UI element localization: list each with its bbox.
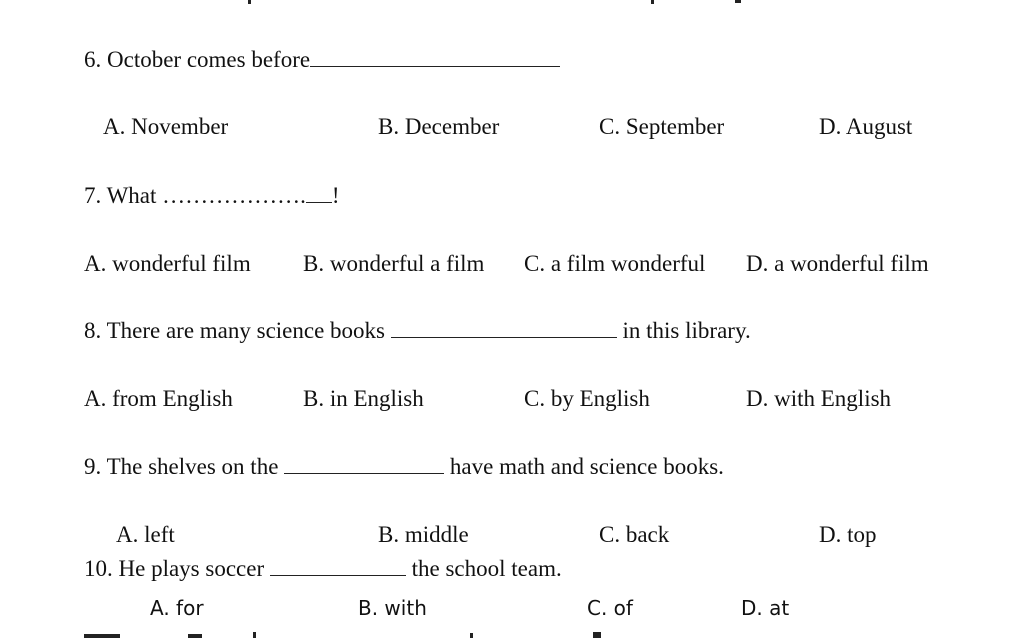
question-6-option-d[interactable]: D. August xyxy=(819,114,913,139)
question-8-option-d[interactable]: D. with English xyxy=(746,386,892,411)
question-9-option-a[interactable]: A. left xyxy=(116,522,175,547)
question-stem-end: in this library. xyxy=(622,318,751,343)
question-stem-text: 7. What ………………. xyxy=(84,183,306,208)
question-6-option-b[interactable]: B. December xyxy=(378,114,500,139)
question-9-option-d[interactable]: D. top xyxy=(819,522,877,547)
question-8-stem xyxy=(84,319,751,342)
cropped-text-bottom-1 xyxy=(84,634,120,638)
question-6-stem xyxy=(84,48,560,71)
question-7-option-c[interactable]: C. a film wonderful xyxy=(524,251,706,276)
question-7-option-b[interactable]: B. wonderful a film xyxy=(303,251,485,276)
question-7-stem xyxy=(84,184,340,207)
question-10-stem xyxy=(84,557,562,580)
question-8-option-a[interactable]: A. from English xyxy=(84,386,233,411)
question-10-option-d[interactable]: D. at xyxy=(741,596,790,620)
question-7-option-a[interactable]: A. wonderful film xyxy=(84,251,251,276)
question-stem-end: the school team. xyxy=(411,556,562,581)
question-10-option-b[interactable]: B. with xyxy=(358,596,427,620)
question-10-option-c[interactable]: C. of xyxy=(587,596,633,620)
answer-blank xyxy=(310,65,560,67)
question-stem-text: 10. He plays soccer xyxy=(84,556,265,581)
question-7-option-d[interactable]: D. a wonderful film xyxy=(746,251,929,276)
question-stem-end: have math and science books. xyxy=(449,454,724,479)
answer-blank xyxy=(391,336,617,338)
question-8-option-c[interactable]: C. by English xyxy=(524,386,650,411)
question-6-option-a[interactable]: A. November xyxy=(103,114,229,139)
answer-blank xyxy=(284,472,444,474)
question-6-option-c[interactable]: C. September xyxy=(599,114,725,139)
question-9-option-c[interactable]: C. back xyxy=(599,522,670,547)
question-stem-text: 6. October comes before xyxy=(84,47,311,72)
question-9-stem xyxy=(84,455,724,478)
cropped-text-bottom-2 xyxy=(188,634,202,638)
answer-blank xyxy=(306,201,332,203)
cropped-text-bottom-3 xyxy=(253,632,256,638)
question-stem-end: ! xyxy=(331,183,340,208)
question-8-option-b[interactable]: B. in English xyxy=(303,386,424,411)
cropped-text-bottom-5 xyxy=(593,632,601,638)
question-10-option-a[interactable]: A. for xyxy=(150,596,204,620)
question-9-option-b[interactable]: B. middle xyxy=(378,522,469,547)
cropped-text-top-1 xyxy=(248,0,251,4)
cropped-text-top-2 xyxy=(651,0,654,4)
cropped-text-bottom-4 xyxy=(470,633,473,638)
question-stem-text: 9. The shelves on the xyxy=(84,454,279,479)
cropped-text-top-3 xyxy=(735,0,741,3)
question-stem-text: 8. There are many science books xyxy=(84,318,386,343)
answer-blank xyxy=(270,574,406,576)
